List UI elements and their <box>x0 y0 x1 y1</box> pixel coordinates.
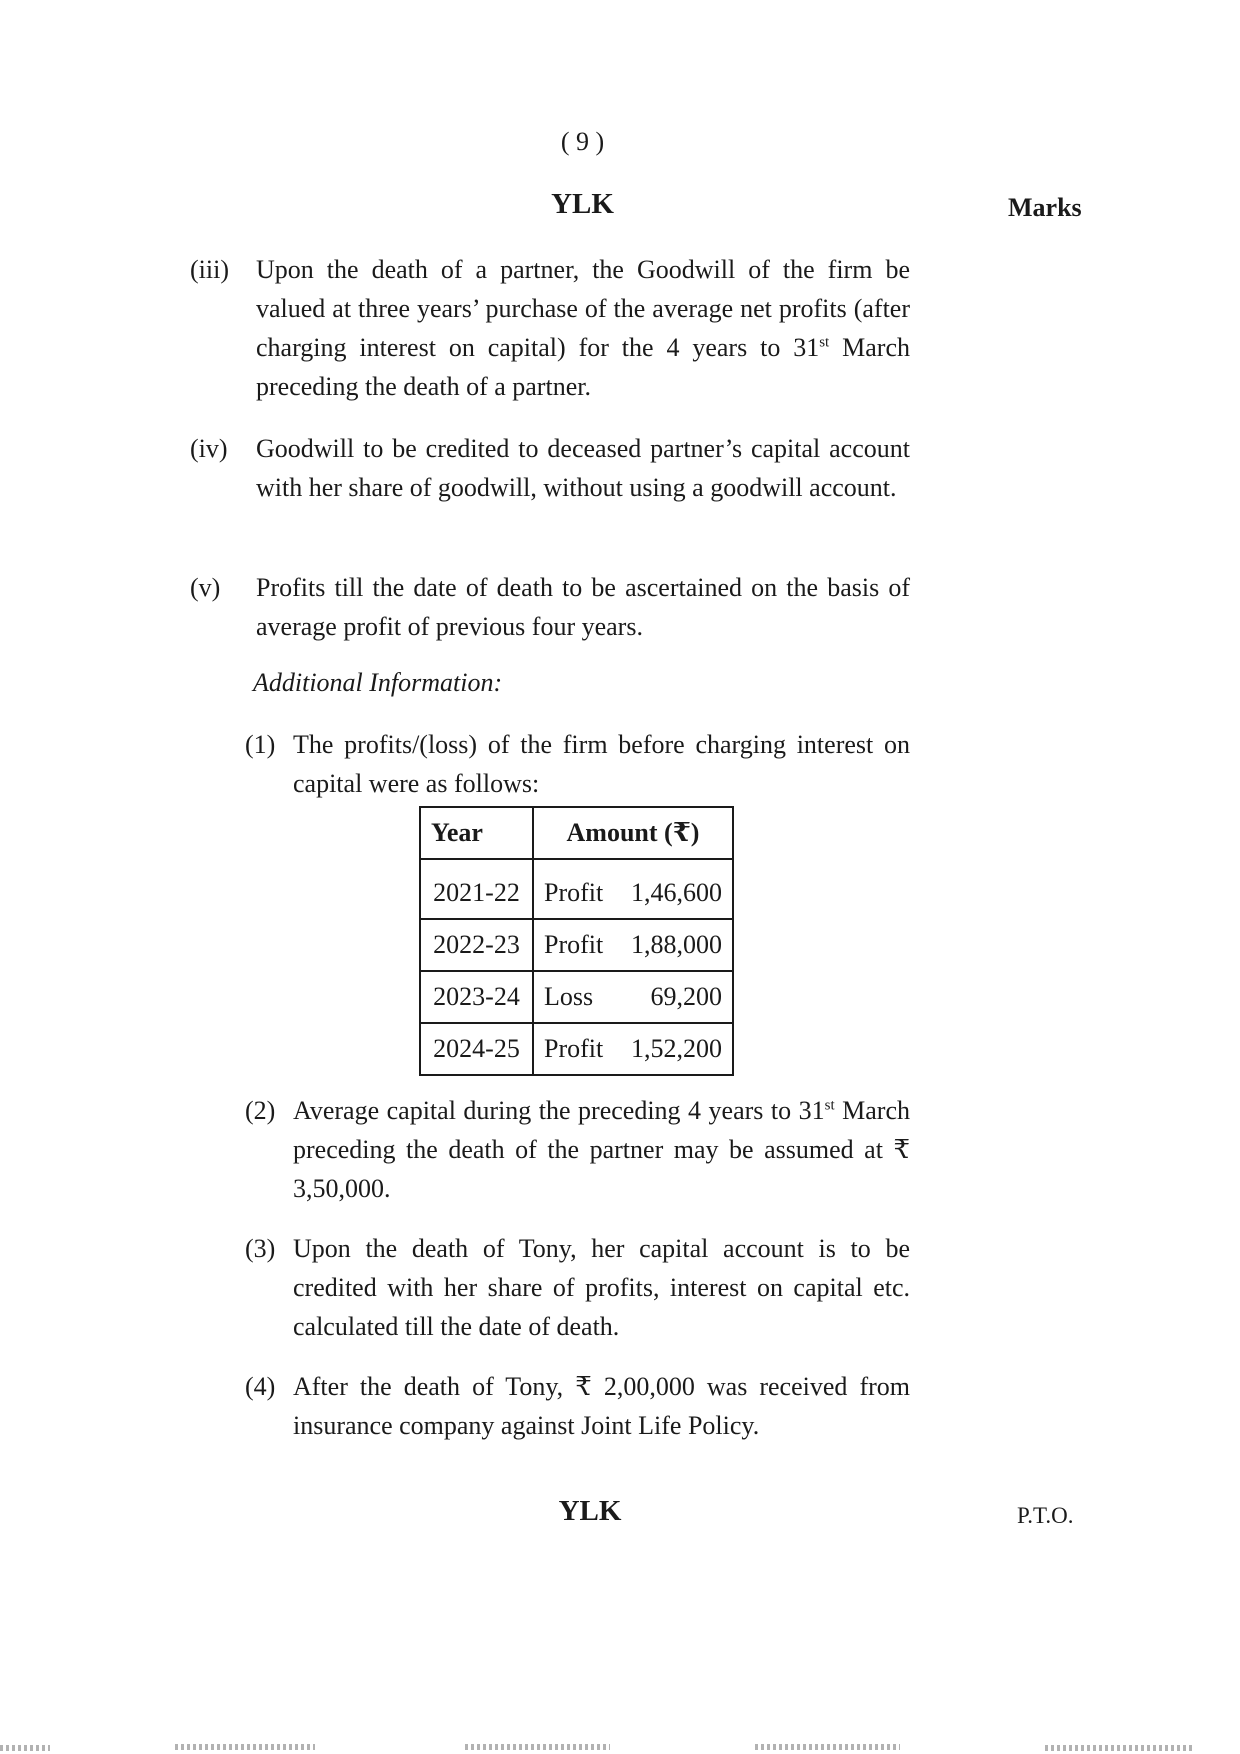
info-number: (4) <box>245 1372 276 1401</box>
kind-label: Profit <box>544 1034 604 1063</box>
scan-noise <box>1045 1745 1195 1751</box>
kind-label: Loss <box>544 982 594 1011</box>
info-text: Upon the death of Tony, her capital account is to be credited with her share of profits, interest on capital etc. calculated till the date of death. <box>293 1234 910 1341</box>
year-cell: 2022-23 <box>420 919 533 971</box>
info-number: (2) <box>245 1096 276 1125</box>
item-v <box>190 568 910 646</box>
amount-value: 1,52,200 <box>631 1034 722 1063</box>
info-text: After the death of Tony, ₹ 2,00,000 was received from insurance company against Joint Life Policy. <box>293 1372 910 1440</box>
amount-cell <box>533 919 733 971</box>
table-row <box>420 868 733 919</box>
item-number: (iv) <box>190 434 228 463</box>
item-number: (iii) <box>190 255 229 284</box>
additional-info-heading: Additional Information: <box>253 668 503 697</box>
year-cell: 2024-25 <box>420 1023 533 1075</box>
info-number: (3) <box>245 1234 276 1263</box>
table-row <box>420 971 733 1023</box>
year-cell: 2021-22 <box>420 868 533 919</box>
info-text-cont: March preceding the death of the partner may be assumed at ₹ 3,50,000. <box>293 1096 910 1203</box>
item-text: Upon the death of a partner, the Goodwill of the firm be valued at three years’ purchase of the average net profits (after charging interest on capital) for the 4 years to 31 <box>256 255 910 362</box>
amount-cell <box>533 971 733 1023</box>
scan-noise <box>175 1744 315 1750</box>
info-3 <box>245 1229 910 1346</box>
item-iv <box>190 429 910 507</box>
kind-label: Profit <box>544 930 604 959</box>
amount-value: 1,88,000 <box>631 930 722 959</box>
profit-loss-table <box>419 806 734 1076</box>
item-text: Profits till the date of death to be ascertained on the basis of average profit of previous four years. <box>256 573 910 641</box>
amount-cell <box>533 1023 733 1075</box>
column-header-amount: Amount (₹) <box>533 807 733 859</box>
column-header-year: Year <box>420 807 533 859</box>
superscript: st <box>824 1097 835 1114</box>
info-text: Average capital during the preceding 4 years to 31 <box>293 1096 825 1125</box>
kind-label: Profit <box>544 878 604 907</box>
amount-value: 1,46,600 <box>631 878 722 907</box>
marks-label: Marks <box>1008 193 1082 222</box>
scan-noise <box>0 1745 50 1751</box>
info-2 <box>245 1091 910 1208</box>
item-number: (v) <box>190 573 221 602</box>
table-row <box>420 919 733 971</box>
info-4 <box>245 1367 910 1445</box>
footer-paper-code: YLK <box>558 1495 622 1527</box>
paper-code: YLK <box>551 188 614 220</box>
amount-value: 69,200 <box>650 982 722 1011</box>
item-text-cont: March preceding the death of a partner. <box>256 333 910 401</box>
table-row <box>420 1023 733 1075</box>
table-header-row <box>420 807 733 859</box>
info-text: The profits/(loss) of the firm before charging interest on capital were as follows: <box>293 730 910 798</box>
scan-noise <box>465 1744 610 1750</box>
year-cell: 2023-24 <box>420 971 533 1023</box>
page-number: ( 9 ) <box>560 127 605 156</box>
item-text: Goodwill to be credited to deceased partner’s capital account with her share of goodwill, without using a goodwill account. <box>256 434 910 502</box>
amount-cell <box>533 868 733 919</box>
pto-label: P.T.O. <box>1017 1503 1074 1528</box>
scan-noise <box>755 1744 900 1750</box>
superscript: st <box>819 334 830 351</box>
item-iii <box>190 250 910 406</box>
info-1 <box>245 725 910 803</box>
info-number: (1) <box>245 730 276 759</box>
